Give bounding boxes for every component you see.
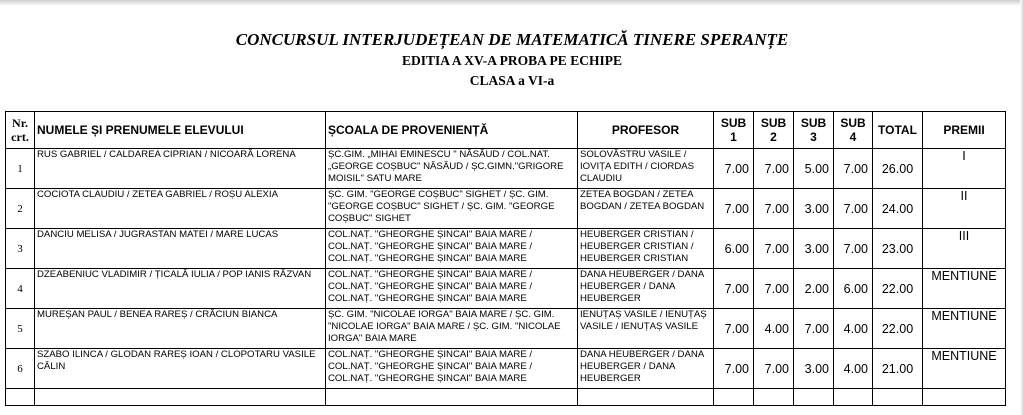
cell-empty: [794, 389, 834, 406]
cell-nr: 4: [6, 269, 35, 309]
cell-sub2: 7.00: [754, 229, 794, 269]
col-header-nr: Nr. crt.: [6, 112, 35, 149]
cell-sub3: 3.00: [794, 349, 834, 389]
col-header-total: TOTAL: [873, 112, 923, 149]
cell-prize: MENTIUNE: [923, 309, 1006, 349]
cell-sub1: 7.00: [714, 269, 754, 309]
cell-sub3: 2.00: [794, 269, 834, 309]
cell-sub3: 3.00: [794, 189, 834, 229]
cell-sub3: 5.00: [794, 149, 834, 189]
cell-sub4: 6.00: [834, 269, 873, 309]
cell-sub4: 4.00: [834, 309, 873, 349]
cell-total: 24.00: [873, 189, 923, 229]
table-row-partial: [6, 389, 1006, 406]
results-table: [5, 111, 1006, 406]
cell-prize: MENTIUNE: [923, 269, 1006, 309]
class-label: CLASA a VI-a: [469, 73, 555, 88]
cell-names: DANCIU MELISA / JUGRASTAN MATEI / MARE LUCAS: [35, 229, 326, 269]
cell-sub4: 4.00: [834, 349, 873, 389]
cell-prize: I: [923, 149, 1006, 189]
col-header-names: NUMELE ȘI PRENUMELE ELEVULUI: [35, 112, 326, 149]
cell-sub2: 4.00: [754, 309, 794, 349]
cell-teacher: ZETEA BOGDAN / ZETEA BOGDAN / ZETEA BOGDAN: [578, 189, 714, 229]
cell-sub3: 3.00: [794, 229, 834, 269]
cell-sub2: 7.00: [754, 189, 794, 229]
cell-empty: [714, 389, 754, 406]
cell-prize: III: [923, 229, 1006, 269]
cell-sub2: 7.00: [754, 269, 794, 309]
cell-sub4: 7.00: [834, 189, 873, 229]
cell-empty: [326, 389, 578, 406]
table-row: [6, 149, 1006, 189]
top-shadow: [0, 0, 1024, 6]
cell-teacher: SOLOVĂSTRU VASILE / IOVIȚA EDITH / CIORDAS CLAUDIU: [578, 149, 714, 189]
cell-school: COL.NAȚ. "GHEORGHE ȘINCAI" BAIA MARE / COL.NAȚ. "GHEORGHE ȘINCAI" BAIA MARE / COL.NAȚ. "GHEORGHE ȘINCAI" BAIA MARE: [326, 269, 578, 309]
cell-total: 22.00: [873, 269, 923, 309]
cell-teacher: DANA HEUBERGER / DANA HEUBERGER / DANA HEUBERGER: [578, 269, 714, 309]
cell-school: ȘC. GIM. "GEORGE COȘBUC" SIGHET / ȘC. GIM. "GEORGE COȘBUC" SIGHET / ȘC. GIM. "GEORGE COȘBUC" SIGHET: [326, 189, 578, 229]
table-row: [6, 189, 1006, 229]
cell-sub3: 7.00: [794, 309, 834, 349]
cell-school: COL.NAȚ. "GHEORGHE ȘINCAI" BAIA MARE / COL.NAȚ. "GHEORGHE ȘINCAI" BAIA MARE / COL.NAȚ. "GHEORGHE ȘINCAI" BAIA MARE: [326, 229, 578, 269]
cell-sub2: 7.00: [754, 349, 794, 389]
cell-school: COL.NAȚ. "GHEORGHE ȘINCAI" BAIA MARE / COL.NAȚ. "GHEORGHE ȘINCAI" BAIA MARE / COL.NAȚ. "GHEORGHE ȘINCAI" BAIA MARE: [326, 349, 578, 389]
cell-names: RUS GABRIEL / CALDAREA CIPRIAN / NICOARĂ LORENA: [35, 149, 326, 189]
cell-school: ȘC. GIM. "NICOLAE IORGA" BAIA MARE / ȘC. GIM. "NICOLAE IORGA" BAIA MARE / ȘC. GIM. "NICOLAE IORGA" BAIA MARE: [326, 309, 578, 349]
edition-subtitle: EDITIA A XV-A PROBA PE ECHIPE: [402, 53, 622, 68]
cell-empty: [6, 389, 35, 406]
cell-names: DZEABENIUC VLADIMIR / ȚICALĂ IULIA / POP IANIS RĂZVAN: [35, 269, 326, 309]
cell-sub1: 7.00: [714, 189, 754, 229]
cell-prize: II: [923, 189, 1006, 229]
table-row: [6, 309, 1006, 349]
cell-nr: 2: [6, 189, 35, 229]
cell-sub4: 7.00: [834, 149, 873, 189]
col-header-sub4: SUB 4: [834, 112, 873, 149]
col-header-school: ȘCOALA DE PROVENIENȚĂ: [326, 112, 578, 149]
cell-total: 26.00: [873, 149, 923, 189]
cell-sub4: 7.00: [834, 229, 873, 269]
cell-total: 22.00: [873, 309, 923, 349]
cell-nr: 3: [6, 229, 35, 269]
cell-sub1: 6.00: [714, 229, 754, 269]
col-header-sub1: SUB 1: [714, 112, 754, 149]
cell-empty: [754, 389, 794, 406]
table-header-row: [6, 112, 1006, 149]
cell-sub1: 7.00: [714, 349, 754, 389]
cell-prize: MENTIUNE: [923, 349, 1006, 389]
cell-teacher: DANA HEUBERGER / DANA HEUBERGER / DANA HEUBERGER: [578, 349, 714, 389]
cell-empty: [834, 389, 873, 406]
cell-names: MUREȘAN PAUL / BENEA RAREȘ / CRĂCIUN BIANCA: [35, 309, 326, 349]
cell-sub1: 7.00: [714, 149, 754, 189]
table-row: [6, 269, 1006, 309]
col-header-teacher: PROFESOR: [578, 112, 714, 149]
col-header-sub3: SUB 3: [794, 112, 834, 149]
cell-nr: 1: [6, 149, 35, 189]
contest-title: CONCURSUL INTERJUDEȚEAN DE MATEMATICĂ TINERE SPERANȚE: [235, 30, 789, 49]
cell-sub1: 7.00: [714, 309, 754, 349]
cell-nr: 6: [6, 349, 35, 389]
cell-nr: 5: [6, 309, 35, 349]
cell-names: SZABO ILINCA / GLODAN RAREȘ IOAN / CLOPOTARU VASILE CĂLIN: [35, 349, 326, 389]
cell-total: 23.00: [873, 229, 923, 269]
cell-empty: [35, 389, 326, 406]
cell-school: ȘC.GIM. „MIHAI EMINESCU " NĂSĂUD / COL.NAT.„GEORGE COȘBUC" NĂSĂUD / ȘC.GIMN."GRIGORE MOISIL" SATU MARE: [326, 149, 578, 189]
cell-empty: [578, 389, 714, 406]
table-row: [6, 229, 1006, 269]
cell-total: 21.00: [873, 349, 923, 389]
cell-empty: [923, 389, 1006, 406]
cell-teacher: IENUȚAȘ VASILE / IENUȚAȘ VASILE / IENUȚAȘ VASILE: [578, 309, 714, 349]
col-header-prize: PREMII: [923, 112, 1006, 149]
col-header-sub2: SUB 2: [754, 112, 794, 149]
cell-names: COCIOTA CLAUDIU / ZETEA GABRIEL / ROȘU ALEXIA: [35, 189, 326, 229]
cell-teacher: HEUBERGER CRISTIAN / HEUBERGER CRISTIAN / HEUBERGER CRISTIAN: [578, 229, 714, 269]
cell-sub2: 7.00: [754, 149, 794, 189]
cell-empty: [873, 389, 923, 406]
table-row: [6, 349, 1006, 389]
